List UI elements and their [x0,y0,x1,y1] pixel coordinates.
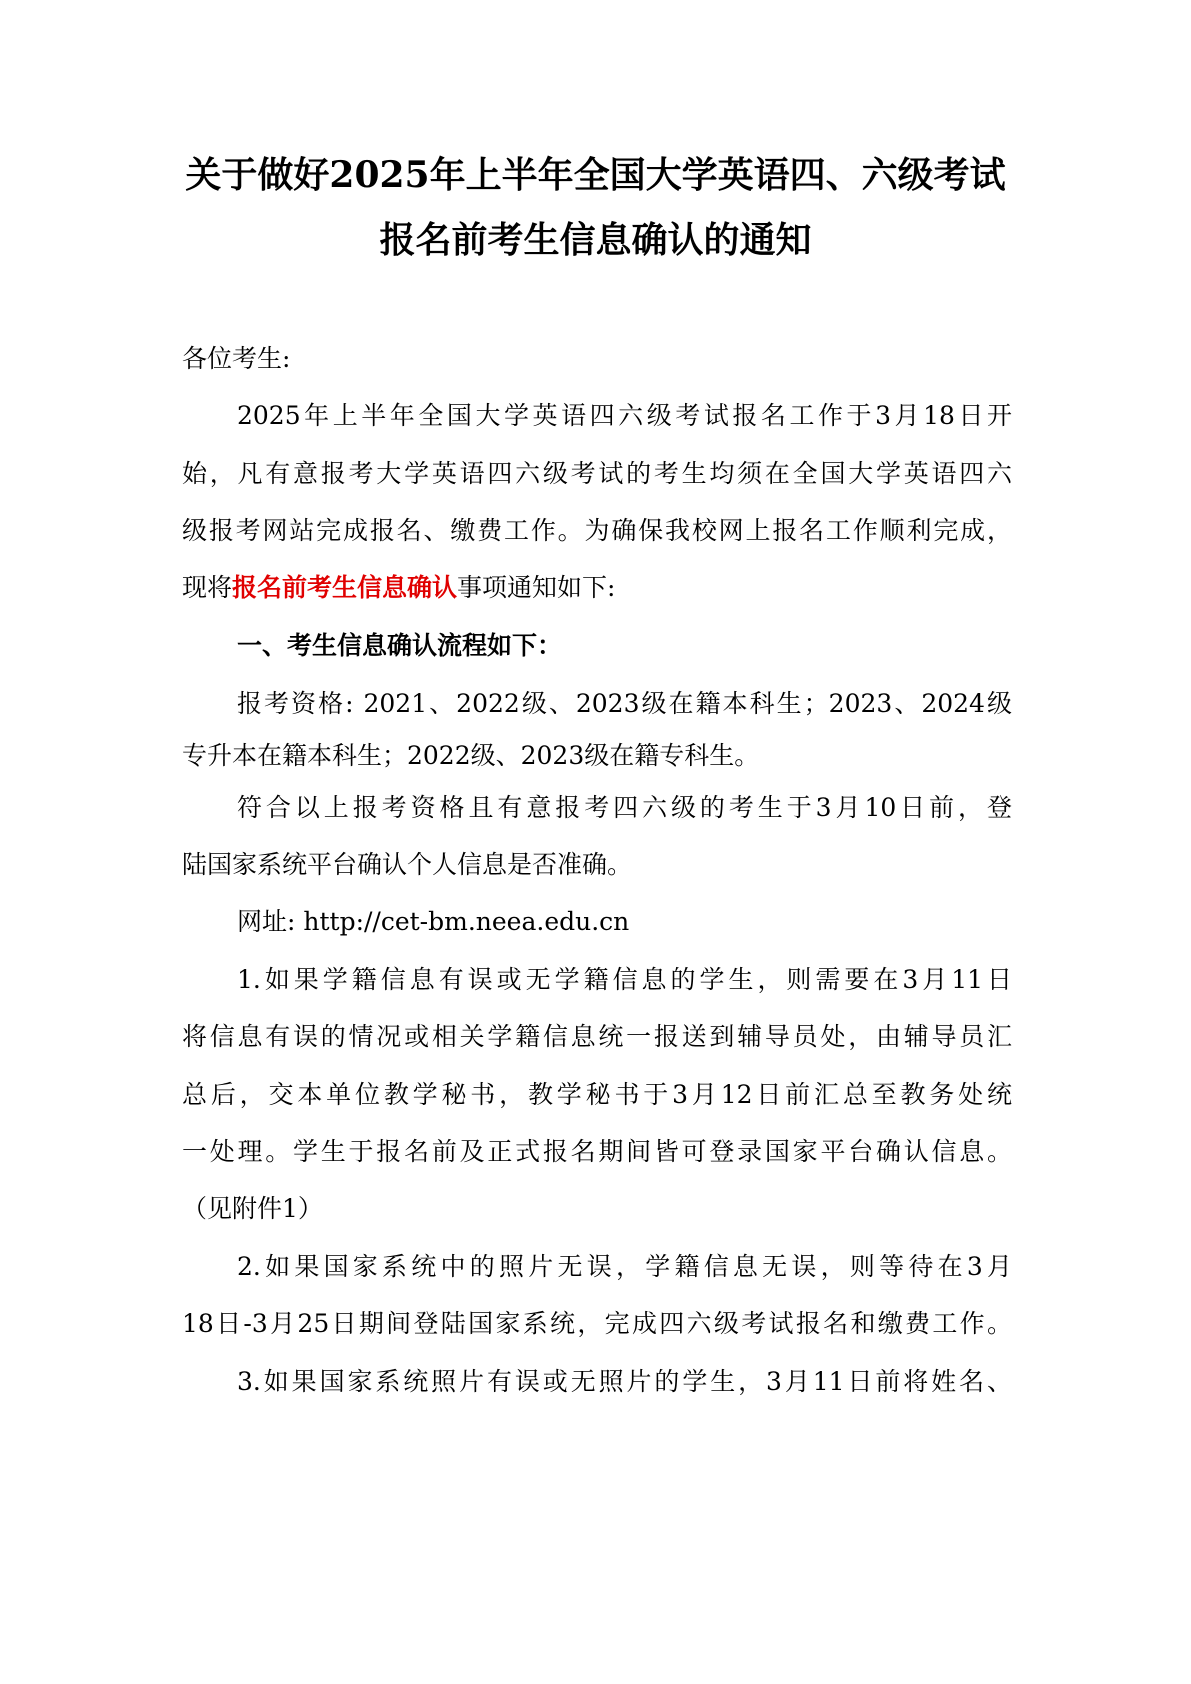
item-2-line-2: 18日-3月25日期间登陆国家系统，完成四六级考试报名和缴费工作。 [182,1309,1012,1338]
paragraph-1-line-2: 始，凡有意报考大学英语四六级考试的考生均须在全国大学英语四六 [182,459,1012,488]
website-line: 网址: http://cet-bm.neea.edu.cn [237,907,630,936]
salutation: 各位考生: [182,344,291,373]
item-1-line-3: 总后，交本单位教学秘书，教学秘书于3月12日前汇总至教务处统 [182,1080,1012,1109]
item-1-line-2: 将信息有误的情况或相关学籍信息统一报送到辅导员处，由辅导员汇 [182,1022,1012,1051]
item-1-line-1: 1.如果学籍信息有误或无学籍信息的学生，则需要在3月11日 [237,965,1012,994]
paragraph-1-line-1: 2025年上半年全国大学英语四六级考试报名工作于3月18日开 [237,401,1012,430]
paragraph-1-line-4-pre: 现将 [182,573,233,602]
item-3-line-1: 3.如果国家系统照片有误或无照片的学生，3月11日前将姓名、 [237,1367,1012,1396]
paragraph-1-line-4 [182,571,1012,605]
highlight-confirm-text: 报名前考生信息确认 [232,573,458,602]
title-line-1: 关于做好2025年上半年全国大学英语四、六级考试 [185,154,1006,196]
confirm-line-2: 陆国家系统平台确认个人信息是否准确。 [182,850,633,879]
section-1-heading: 一、考生信息确认流程如下： [237,631,563,660]
item-2-line-1: 2.如果国家系统中的照片无误，学籍信息无误，则等待在3月 [237,1252,1012,1281]
title-line-2: 报名前考生信息确认的通知 [379,219,812,261]
paragraph-1-line-3: 级报考网站完成报名、缴费工作。为确保我校网上报名工作顺利完成， [182,516,1012,545]
eligibility-line-2: 专升本在籍本科生；2022级、2023级在籍专科生。 [182,741,760,770]
item-1-line-4: 一处理。学生于报名前及正式报名期间皆可登录国家平台确认信息。 [182,1137,1012,1166]
eligibility-line-1: 报考资格: 2021、2022级、2023级在籍本科生；2023、2024级 [237,689,1012,718]
confirm-line-1: 符合以上报考资格且有意报考四六级的考生于3月10日前，登 [237,793,1012,822]
paragraph-1-line-4-post: 事项通知如下: [457,573,616,602]
item-1-line-5: （见附件1） [182,1194,323,1223]
